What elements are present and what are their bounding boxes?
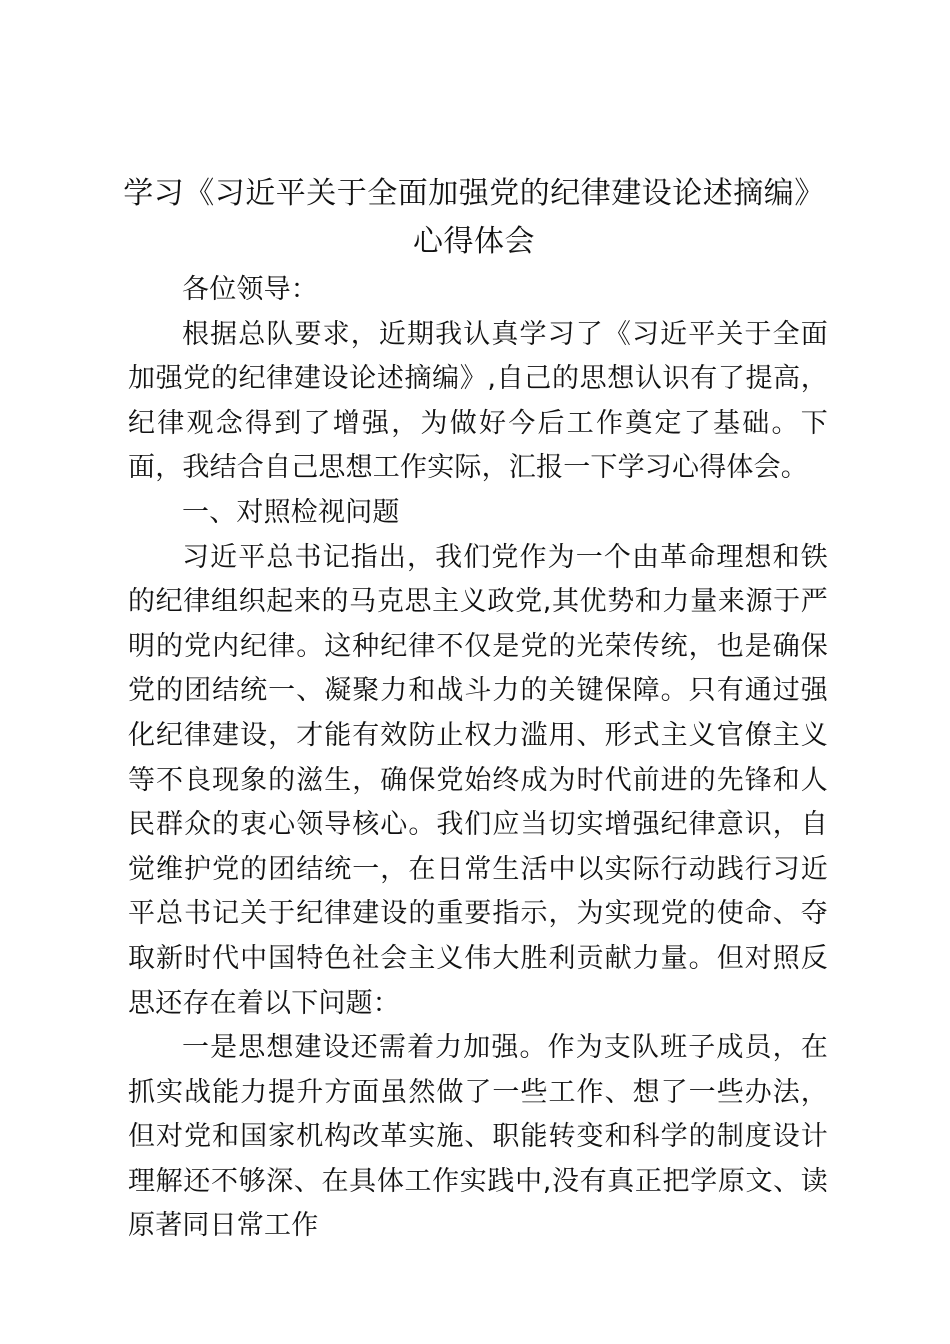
document-title: 学习《习近平关于全面加强党的纪律建设论述摘编》心得体会 [123, 176, 825, 259]
body-paragraph: 习近平总书记指出，我们党作为一个由革命理想和铁的纪律组织起来的马克思主义政党,其优势和力量来源于严明的党内纪律。这种纪律不仅是党的光荣传统，也是确保党的团结统一、凝聚力和战斗力的关键保障。只有通过强化纪律建设，才能有效防止权力滥用、形式主义官僚主义等不良现象的滋生，确保党始终成为时代前进的先锋和人民群众的衷心领导核心。我们应当切实增强纪律意识，自觉维护党的团结统一，在日常生活中以实际行动践行习近平总书记关于纪律建设的重要指示，为实现党的使命、夺取新时代中国特色社会主义伟大胜利贡献力量。但对照反思还存在着以下问题： [128, 541, 828, 1019]
intro-paragraph: 根据总队要求，近期我认真学习了《习近平关于全面加强党的纪律建设论述摘编》,自己的思想认识有了提高，纪律观念得到了增强，为做好今后工作奠定了基础。下面，我结合自己思想工作实际，汇报一下学习心得体会。 [128, 318, 828, 484]
document-body [123, 170, 828, 1249]
salutation: 各位领导： [182, 274, 318, 305]
section-heading: 一、对照检视问题 [182, 496, 400, 528]
body-paragraph: 一是思想建设还需着力加强。作为支队班子成员，在抓实战能力提升方面虽然做了一些工作、想了一些办法，但对党和国家机构改革实施、职能转变和科学的制度设计理解还不够深、在具体工作实践中,没有真正把学原文、读原著同日常工作 [128, 1032, 828, 1242]
